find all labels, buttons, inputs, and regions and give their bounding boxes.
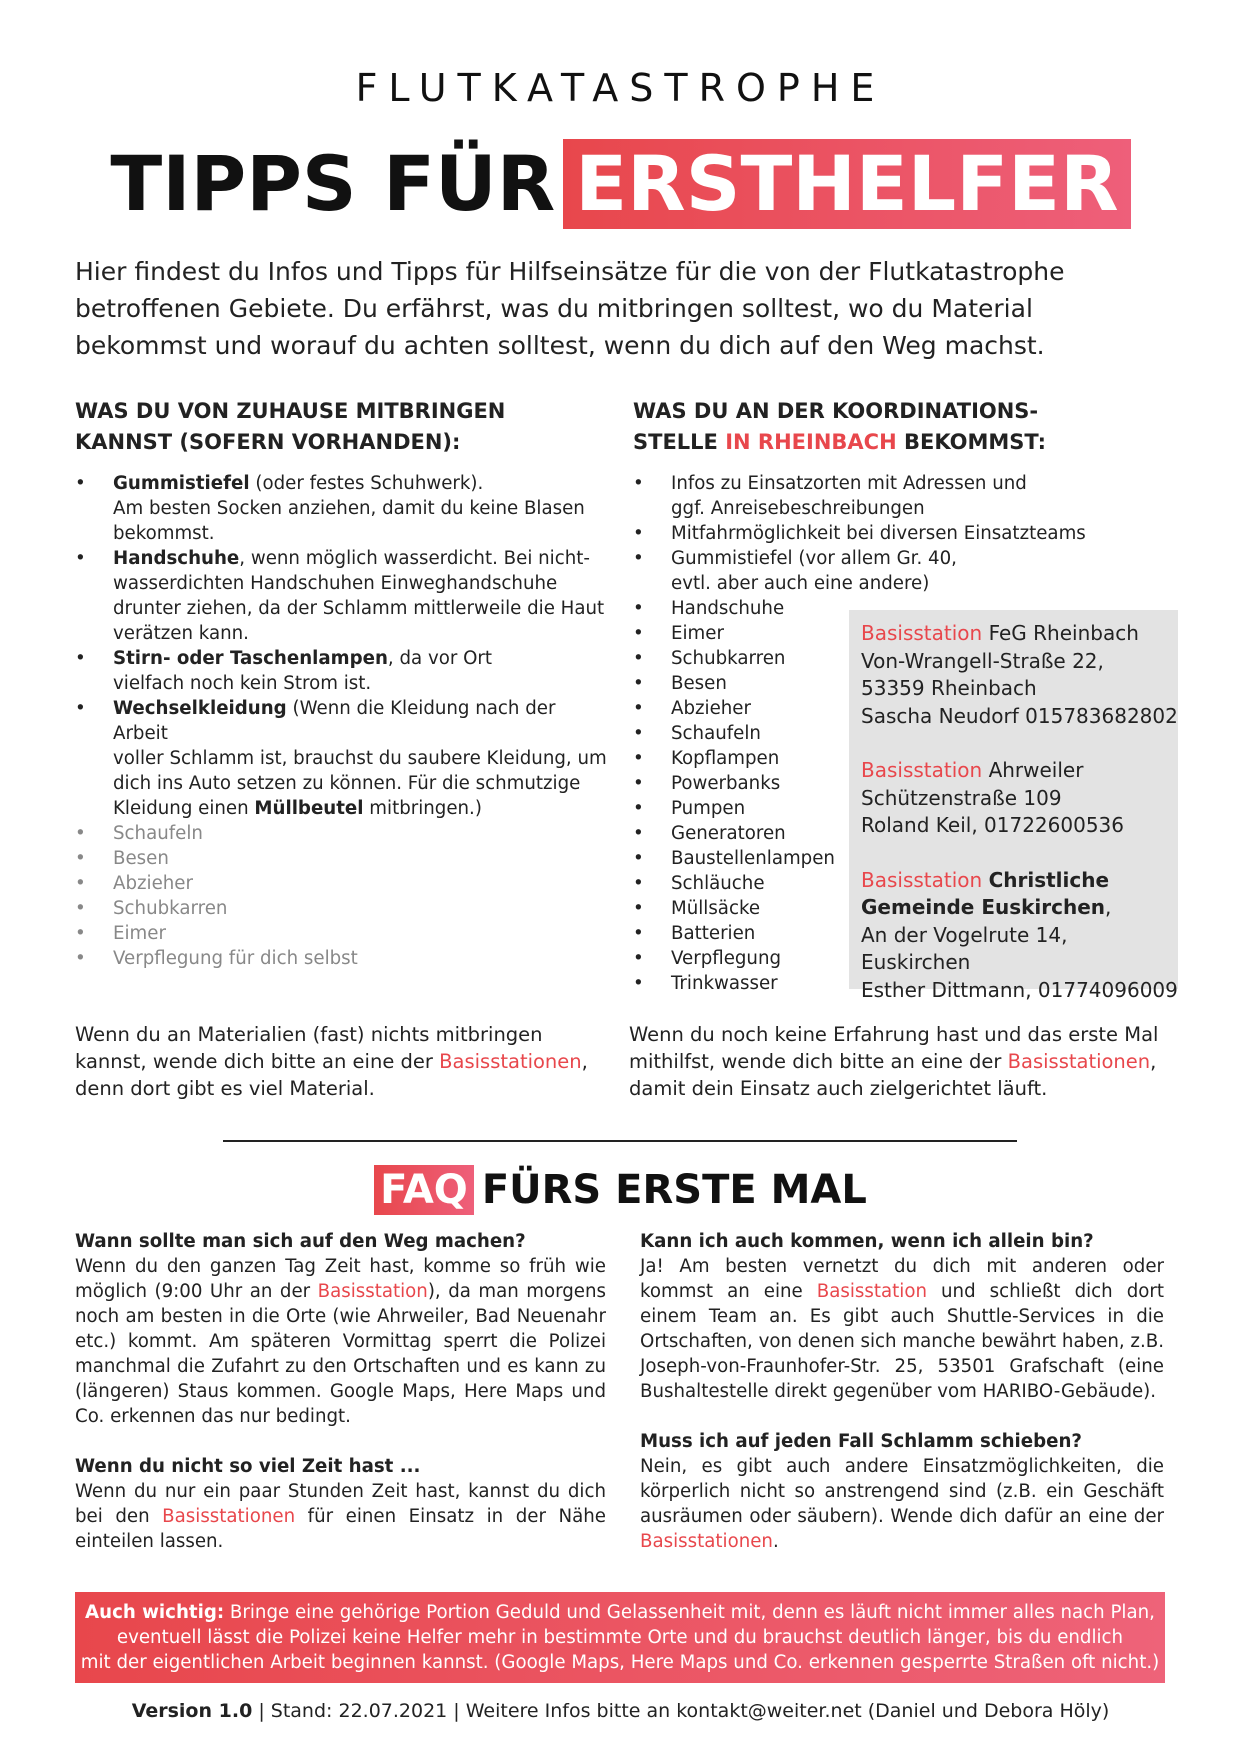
list-item: • Infos zu Einsatzorten mit Adressen und ggf. Anreisebeschreibungen (633, 473, 1027, 519)
faq-answer: Wenn du nur ein paar Stunden Zeit hast, kannst du dich bei den Basisstationen für einen Einsatz in der Nähe einteilen lassen. (75, 1481, 606, 1552)
list-item: • Pumpen (633, 798, 746, 819)
bullet-icon: • (75, 648, 86, 669)
bullet-icon: • (633, 973, 644, 994)
list-item: • Eimer (633, 623, 724, 644)
list-item: • Trinkwasser (633, 973, 778, 994)
faq-question: Wenn du nicht so viel Zeit hast ... (75, 1456, 421, 1477)
station-ahrweiler: Basisstation Ahrweiler Schützenstraße 109 Roland Keil, 01722600536 (861, 758, 1124, 837)
bullet-icon: • (633, 648, 644, 669)
left-note: Wenn du an Materialien (fast) nichts mitbringen kannst, wende dich bitte an eine der Basisstationen, denn dort gibt es viel Material. (75, 1023, 588, 1100)
main-title (0, 136, 1241, 232)
list-item: • Abzieher (633, 698, 751, 719)
bullet-icon: • (75, 873, 86, 894)
list-item: • Handschuhe (633, 598, 785, 619)
bullet-icon: • (633, 673, 644, 694)
bullet-icon: • (633, 873, 644, 894)
list-item: • Wechselkleidung (Wenn die Kleidung nach der Arbeit voller Schlamm ist, brauchst du saubere Kleidung, um dich ins Auto setzen zu können. Für die schmutzige Kleidung einen Müllbeutel mitbringen.) (75, 698, 607, 819)
list-item: • Besen (75, 848, 169, 869)
bullet-icon: • (633, 473, 644, 494)
list-item: • Baustellenlampen (633, 848, 835, 869)
base-stations-box (849, 610, 1178, 1002)
bullet-icon: • (75, 948, 86, 969)
base-stations-link: Basisstationen (439, 1050, 582, 1073)
right-note: Wenn du noch keine Erfahrung hast und das erste Mal mithilfst, wende dich bitte an eine der Basisstationen, damit dein Einsatz auch zielgerichtet läuft. (629, 1023, 1159, 1100)
faq-answer: Wenn du den ganzen Tag Zeit hast, komme so früh wie möglich (9:00 Uhr an der Basisstation), da man morgens noch am besten in die Orte (wie Ahrweiler, Bad Neuenahr etc.) kommt. Am späteren Vormittag sperrt die Polizei manchmal die Zufahrt zu den Ortschaften und es kann zu (längeren) Staus kommen. Google Maps, Here Maps und Co. erkennen das nur bedingt. (75, 1256, 606, 1427)
bullet-icon: • (633, 598, 644, 619)
bullet-icon: • (75, 473, 86, 494)
bullet-icon: • (633, 848, 644, 869)
bullet-icon: • (633, 898, 644, 919)
bullet-icon: • (633, 523, 644, 544)
list-item: • Schubkarren (75, 898, 228, 919)
title-part1: TIPPS FÜR (110, 139, 556, 228)
list-item: • Generatoren (633, 823, 786, 844)
faq-left (75, 1229, 606, 1554)
list-item: • Schaufeln (633, 723, 761, 744)
left-heading-line2: KANNST (SOFERN VORHANDEN): (75, 430, 461, 454)
base-stations-link: Basisstationen (1007, 1050, 1151, 1073)
list-item: • Mitfahrmöglichkeit bei diversen Einsatzteams (633, 523, 1086, 544)
list-item: • Schubkarren (633, 648, 786, 669)
title-highlight: ERSTHELFER (563, 139, 1130, 229)
list-item: • Eimer (75, 923, 166, 944)
bullet-icon: • (633, 948, 644, 969)
intro-text: Hier findest du Infos und Tipps für Hilfseinsätze für die von der Flutkatastrophe betroffenen Gebiete. Du erfährst, was du mitbringen solltest, wo du Material bekommst und worauf du achten solltest, wenn du dich auf den Weg machst. (75, 257, 1065, 360)
bullet-icon: • (75, 898, 86, 919)
bullet-icon: • (633, 773, 644, 794)
footer: Version 1.0 | Stand: 22.07.2021 | Weitere Infos bitte an kontakt@weiter.net (Daniel und Debora Höly) (131, 1700, 1110, 1722)
kicker-title: FLUTKATASTROPHE (355, 66, 886, 110)
faq-title: FAQ FÜRS ERSTE MAL (0, 1162, 1241, 1218)
bullet-icon: • (633, 923, 644, 944)
bullet-icon: • (75, 548, 86, 569)
list-item: • Schläuche (633, 873, 765, 894)
left-list (75, 471, 615, 971)
faq-answer: Ja! Am besten vernetzt du dich mit anderen oder kommst an eine Basisstation und schließt dich dort einem Team an. Es gibt auch Shuttle-Services in die Ortschaften, von denen sich manche bewährt haben, z.B. Joseph-von-Fraunhofer-Str. 25, 53501 Grafschaft (eine Bushaltestelle direkt gegenüber vom HARIBO-Gebäude). (640, 1256, 1165, 1402)
list-item: • Verpflegung für dich selbst (75, 948, 358, 969)
list-item: • Abzieher (75, 873, 193, 894)
list-item: • Gummistiefel (vor allem Gr. 40, evtl. aber auch eine andere) (633, 548, 957, 594)
divider (223, 1140, 1017, 1142)
faq-answer: Nein, es gibt auch andere Einsatzmöglichkeiten, die körperlich nicht so anstrengend sind (z.B. ein Geschäft ausräumen oder säubern). Wende dich dafür an eine der Basisstationen. (640, 1456, 1164, 1552)
list-item: • Batterien (633, 923, 756, 944)
bullet-icon: • (75, 698, 86, 719)
right-heading (633, 396, 1133, 458)
bullet-icon: • (633, 623, 644, 644)
list-item: • Schaufeln (75, 823, 203, 844)
list-item: • Powerbanks (633, 773, 781, 794)
right-heading-line1: WAS DU AN DER KOORDINATIONS- (633, 399, 1039, 423)
list-item: • Verpflegung (633, 948, 782, 969)
station-feg-rheinbach: Basisstation FeG Rheinbach Von-Wrangell-Straße 22, 53359 Rheinbach Sascha Neudorf 015783682802 (861, 621, 1178, 728)
bullet-icon: • (75, 848, 86, 869)
left-heading-line1: WAS DU VON ZUHAUSE MITBRINGEN (75, 399, 506, 423)
bullet-icon: • (633, 548, 644, 569)
bullet-icon: • (633, 748, 644, 769)
list-item: • Gummistiefel (oder festes Schuhwerk). Am besten Socken anziehen, damit du keine Blasen bekommst. (75, 473, 585, 544)
bullet-icon: • (75, 923, 86, 944)
left-heading (75, 396, 575, 458)
list-item: • Besen (633, 673, 727, 694)
bullet-icon: • (75, 823, 86, 844)
important-banner: Auch wichtig: Bringe eine gehörige Portion Geduld und Gelassenheit mit, denn es läuft nicht immer alles nach Plan, eventuell lässt die Polizei keine Helfer mehr in bestimmte Orte und du brauchst deutlich länger, bis du endlich mit der eigentlichen Arbeit beginnen kannst. (Google Maps, Here Maps und Co. erkennen gesperrte Straßen oft nicht.) (75, 1592, 1165, 1683)
list-item: • Handschuhe, wenn möglich wasserdicht. Bei nicht- wasserdichten Handschuhen Einweghandschuhe drunter ziehen, da der Schlamm mittlerweile die Haut verätzen kann. (75, 548, 605, 644)
list-item: • Kopflampen (633, 748, 780, 769)
bullet-icon: • (633, 798, 644, 819)
faq-question: Kann ich auch kommen, wenn ich allein bin? (640, 1231, 1094, 1252)
station-euskirchen: Basisstation Christliche Gemeinde Euskirchen, An der Vogelrute 14, Euskirchen Esther Dittmann, 01774096009 (861, 867, 1178, 1002)
list-item: • Stirn- oder Taschenlampen, da vor Ort vielfach noch kein Strom ist. (75, 648, 493, 694)
bullet-icon: • (633, 698, 644, 719)
list-item: • Müllsäcke (633, 898, 761, 919)
bullet-icon: • (633, 723, 644, 744)
faq-question: Wann sollte man sich auf den Weg machen? (75, 1231, 526, 1252)
faq-question: Muss ich auf jeden Fall Schlamm schieben? (640, 1431, 1082, 1452)
faq-right (640, 1229, 1164, 1554)
right-heading-line2: STELLE IN RHEINBACH BEKOMMST: (633, 430, 1046, 454)
faq-badge: FAQ (374, 1165, 474, 1215)
bullet-icon: • (633, 823, 644, 844)
